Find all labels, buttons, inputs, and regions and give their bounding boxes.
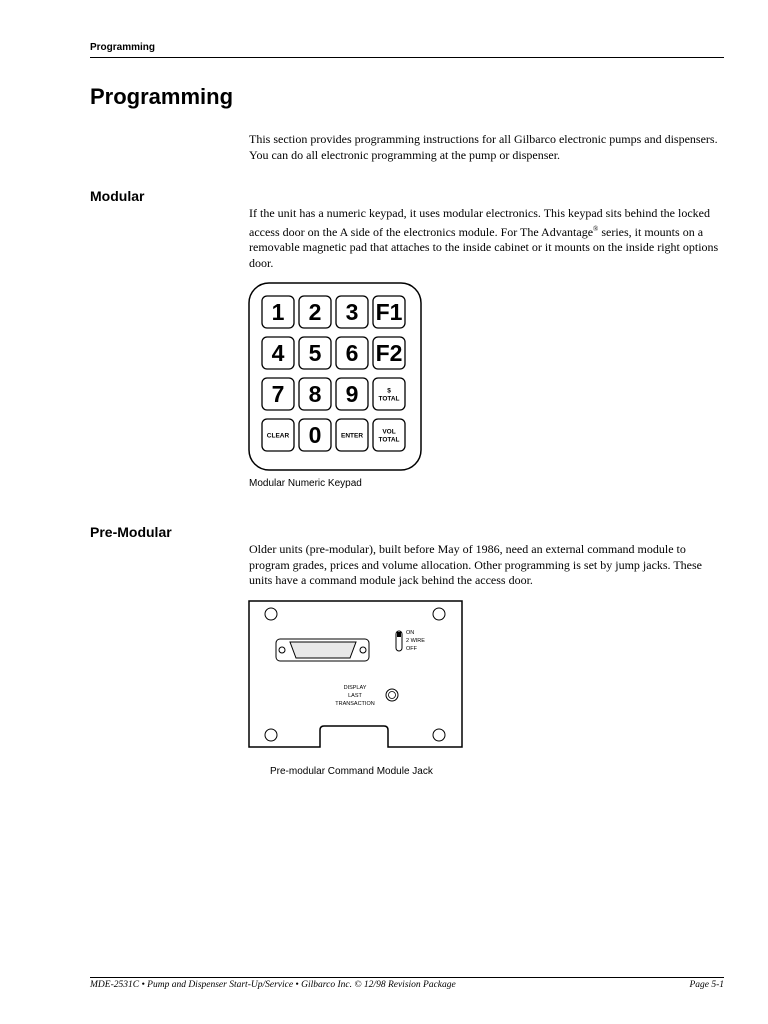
modular-keypad-figure [248,282,422,471]
modular-text-before: If the unit has a numeric keypad, it uses modular electronics. This keypad sits behind the locked access door on the A side of the electronics module. For The Advantage [249,206,710,239]
keypad-key [262,296,294,328]
running-head: Programming [90,42,156,53]
header-rule [90,57,724,58]
keypad-key [262,378,294,410]
premodular-paragraph: Older units (pre-modular), built before May of 1986, need an external command module to program grades, prices and volume allocation. Other programming is set by jump jacks. These units have a command module jack behind the access door. [249,542,702,587]
keypad-key [262,337,294,369]
keypad-key [336,296,368,328]
footer-page-number: Page 5-1 [689,980,724,990]
footer-document-info: MDE-2531C • Pump and Dispenser Start-Up/Service • Gilbarco Inc. © 12/98 Revision Package [90,980,456,990]
keypad-key [373,378,405,410]
keypad-key-label: 8 [308,381,322,407]
switch-label-2wire: 2 WIRE [406,638,425,644]
keypad-caption: Modular Numeric Keypad [249,478,362,489]
keypad-key [373,296,405,328]
keypad-key-label: TOTAL [378,436,400,444]
keypad-key-label: TOTAL [378,395,400,403]
wire-switch-lever [397,632,401,637]
mounting-hole [433,608,445,620]
mounting-hole [433,729,445,741]
keypad-key [262,419,294,451]
keypad-key [336,419,368,451]
command-module-caption: Pre-modular Command Module Jack [270,766,433,777]
display-label-line1: DISPLAY [343,685,367,691]
switch-label-off: OFF [406,646,417,652]
keypad-key-label: CLEAR [266,432,290,440]
connector-screw [360,647,366,653]
registered-mark: ® [593,224,599,233]
modular-text-after: series, it mounts on a removable magnetic pad that attaches to the inside cabinet or it mounts on the inside right options door. [249,224,719,270]
footer-rule [90,977,724,978]
mounting-hole [265,729,277,741]
keypad-key-label: $ [387,387,391,395]
keypad-key-label: 7 [271,381,285,407]
command-module-jack-figure [248,600,464,750]
keypad-key [373,337,405,369]
premodular-heading: Pre-Modular [90,524,172,540]
db-connector-shell [290,642,356,658]
keypad-key [336,337,368,369]
keypad-key [299,419,331,451]
keypad-key [299,337,331,369]
keypad-key-label: 5 [308,340,322,366]
modular-paragraph [249,206,724,271]
keypad-key [373,419,405,451]
keypad-key-label: 9 [345,381,359,407]
keypad-key [299,378,331,410]
switch-label-on: ON [406,630,415,636]
modular-heading: Modular [90,188,145,204]
display-label-line3: TRANSACTION [335,701,375,707]
keypad-key-label: 0 [308,422,322,448]
keypad-key-label: VOL [382,428,396,436]
keypad-key-label: ENTER [340,432,364,440]
keypad-key-label: 3 [345,299,359,325]
display-button-center [389,692,396,699]
display-label-line2: LAST [348,693,362,699]
keypad-key-label: 4 [271,340,285,366]
connector-screw [279,647,285,653]
mounting-hole [265,608,277,620]
keypad-key [299,296,331,328]
keypad-key-label: F2 [375,340,403,366]
module-plate [249,601,462,747]
keypad-key-label: 1 [271,299,285,325]
intro-paragraph: This section provides programming instructions for all Gilbarco electronic pumps and dispensers. You can do all electronic programming at the pump or dispenser. [249,132,718,162]
keypad-key-label: 6 [345,340,359,366]
keypad-key [336,378,368,410]
page-title: Programming [90,84,234,109]
keypad-key-label: F1 [375,299,403,325]
keypad-key-label: 2 [308,299,322,325]
